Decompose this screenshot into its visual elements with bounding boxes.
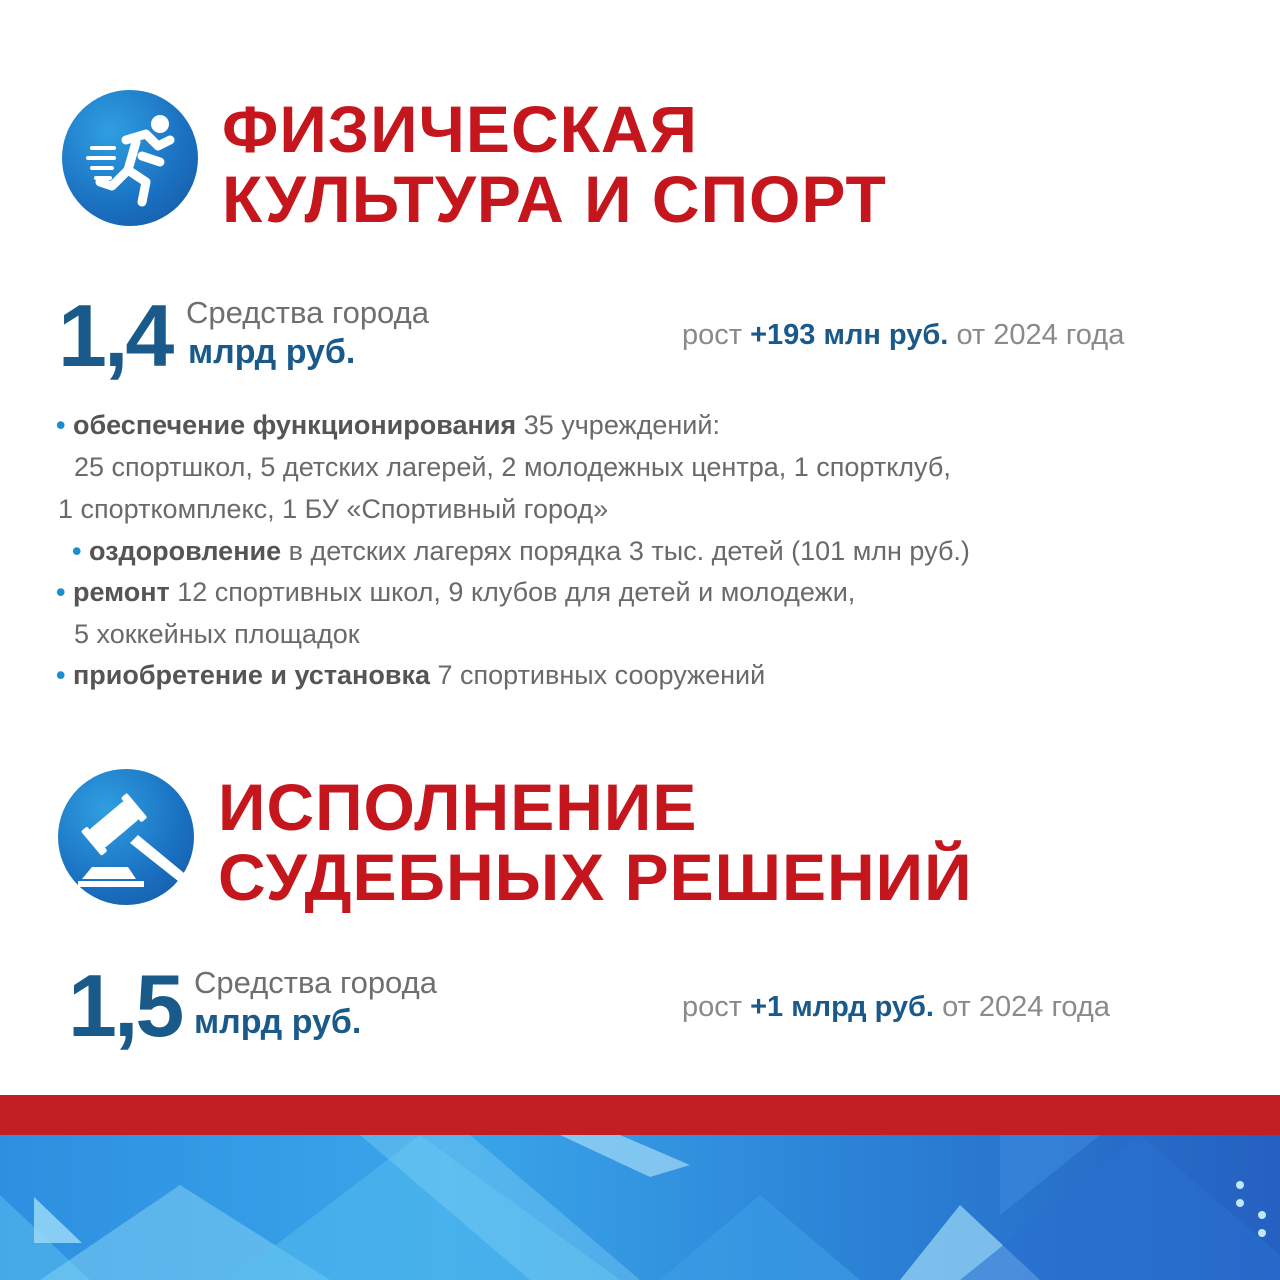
section2-title-line1: ИСПОЛНЕНИЕ [218,770,698,844]
list-item: • приобретение и установка 7 спортивных сооружений [56,660,766,690]
list-item-text: 35 учреждений: [516,410,720,440]
list-item-text: 25 спортшкол, 5 детских лагерей, 2 молодежных центра, 1 спортклуб, [74,452,951,482]
list-item-text: 5 хоккейных площадок [74,619,360,649]
section2-amount: 1,5 [68,956,182,1055]
section2-funds-unit: млрд руб. [194,1003,362,1041]
growth-suffix: от 2024 года [956,319,1125,351]
runner-icon [62,90,198,226]
growth-prefix: рост [682,991,743,1023]
list-item [74,451,951,483]
section2-title-line2: СУДЕБНЫХ РЕШЕНИЙ [218,840,973,914]
list-item-text: 7 спортивных сооружений [429,660,766,690]
footer-pattern [0,1135,1280,1280]
footer-red-stripe [0,1095,1280,1135]
growth-value: +1 млрд руб. [750,991,934,1023]
section2-funds-caption: Средства города [194,965,437,1000]
list-item: • обеспечение функционирования 35 учреждений: [56,410,720,440]
section1-title-line2: КУЛЬТУРА И СПОРТ [222,162,887,236]
list-item: • оздоровление в детских лагерях порядка 3 тыс. детей (101 млн руб.) [72,536,970,566]
growth-suffix: от 2024 года [942,991,1110,1023]
list-item-text: 1 спорткомплекс, 1 БУ «Спортивный город» [58,494,609,524]
section2-title [218,772,973,912]
list-item [74,618,360,650]
list-item-bold: обеспечение функционирования [72,410,517,440]
section1-title-line1: ФИЗИЧЕСКАЯ [222,92,698,166]
growth-value: +193 млн руб. [750,319,949,351]
court-icon-circle [58,769,194,905]
growth-prefix: рост [682,319,743,351]
gavel-icon [58,769,194,905]
section1-amount: 1,4 [58,286,172,385]
section1-funds-caption: Средства города [186,295,429,330]
section1-funds-unit: млрд руб. [188,333,356,371]
list-item [58,493,608,525]
list-item-text: в детских лагерях порядка 3 тыс. детей (101 млн руб.) [281,536,970,566]
sport-icon-circle [62,90,198,226]
list-item: • ремонт 12 спортивных школ, 9 клубов для детей и молодежи, [56,577,856,607]
list-item-bold: ремонт [72,577,170,607]
footer-blue-band [0,1135,1280,1280]
list-item-bold: приобретение и установка [72,660,430,690]
section2-growth [682,991,1110,1023]
list-item-text: 12 спортивных школ, 9 клубов для детей и молодежи, [169,577,856,607]
list-item-bold: оздоровление [88,536,282,566]
section1-title [222,94,887,234]
section1-growth [682,319,1124,351]
